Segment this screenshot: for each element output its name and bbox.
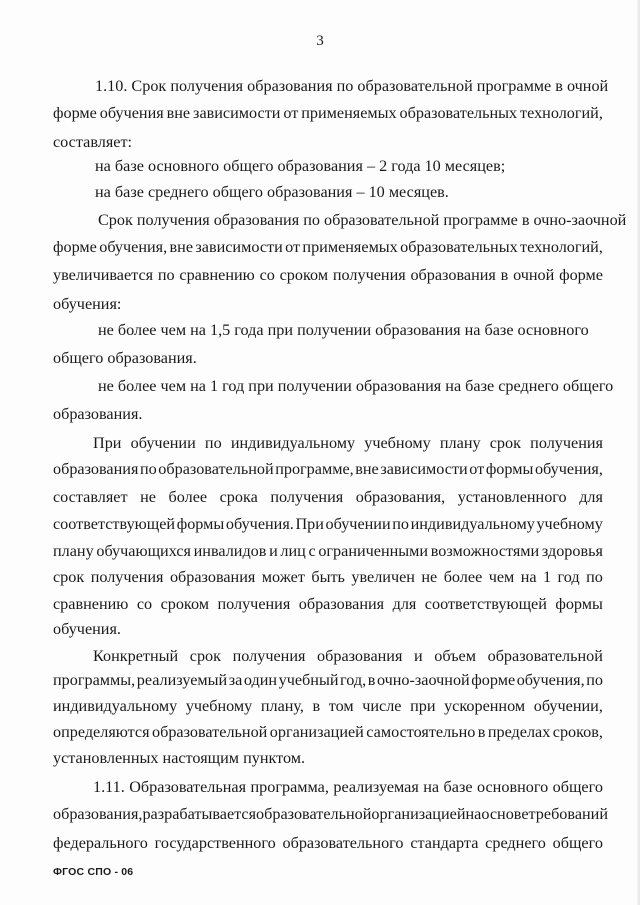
- word: образовательной: [158, 460, 274, 478]
- word: может: [261, 568, 305, 586]
- word: получения: [530, 434, 603, 452]
- word: срок: [189, 647, 222, 665]
- word: образования: [53, 460, 139, 478]
- word: за: [228, 671, 243, 689]
- word: сравнению: [179, 266, 255, 284]
- word: образовательного: [282, 834, 404, 852]
- text-line: [53, 265, 603, 285]
- word: образования: [317, 647, 403, 665]
- word: лиц: [280, 542, 306, 560]
- word: среднего: [485, 834, 546, 852]
- word: год,: [340, 671, 367, 689]
- word: числе: [362, 697, 402, 715]
- word: формы: [176, 515, 225, 533]
- text-line: не более чем на 1 год при получении образования на базе среднего общего: [98, 377, 614, 395]
- word: Образовательная: [129, 778, 247, 796]
- word: Конкретный: [93, 647, 179, 665]
- text-line: [53, 459, 603, 479]
- word: форме: [471, 671, 516, 689]
- word: обучении,: [533, 697, 603, 715]
- word: зависимости: [380, 460, 468, 478]
- word: учебный: [278, 671, 339, 689]
- text-line: [53, 722, 603, 742]
- word: для: [579, 488, 603, 506]
- word: реализуемая: [333, 778, 419, 796]
- word: срока: [219, 488, 258, 506]
- word: более: [443, 568, 483, 586]
- word: со: [136, 595, 153, 613]
- word: в: [500, 266, 509, 284]
- word: определяются: [53, 723, 150, 741]
- text-line: [53, 103, 603, 123]
- word: образования: [410, 266, 496, 284]
- word: индивидуальному: [53, 697, 178, 715]
- text-line: на базе среднего общего образования – 10 месяцев.: [95, 183, 449, 201]
- word: формы: [555, 595, 603, 613]
- word: зависимости: [193, 104, 281, 122]
- word: в: [312, 697, 321, 715]
- word: ускоренном: [444, 697, 526, 715]
- word: том: [328, 697, 354, 715]
- word: вне: [355, 460, 379, 478]
- word: образовательных: [400, 238, 518, 256]
- word: инвалидов: [193, 542, 267, 560]
- text-line: 1.10. Срок получения образования по образовательной программе в очной: [95, 77, 609, 95]
- word: применяемых: [301, 104, 397, 122]
- word: по: [139, 460, 157, 478]
- word: обучения: [99, 104, 164, 122]
- word: образовательной: [487, 647, 603, 665]
- word: пределах: [487, 723, 551, 741]
- word: очной: [513, 266, 555, 284]
- word: зависимости: [195, 238, 283, 256]
- word: здоровья: [541, 542, 603, 560]
- word: обучающихся: [96, 542, 191, 560]
- word: один: [243, 671, 278, 689]
- word: учебному: [185, 697, 253, 715]
- word: получения: [270, 488, 344, 506]
- word: соответствующей: [53, 515, 176, 533]
- word: получения: [232, 647, 306, 665]
- word: программа,: [250, 778, 329, 796]
- word: от: [469, 460, 485, 478]
- word: со: [259, 266, 275, 284]
- word: При: [295, 515, 324, 533]
- word: применяемых: [302, 238, 398, 256]
- word: основе: [481, 805, 529, 823]
- text-line: общего образования.: [53, 349, 197, 367]
- word: по: [157, 266, 175, 284]
- word: общего: [552, 778, 603, 796]
- word: государственного: [154, 834, 276, 852]
- word: возможностями: [430, 542, 540, 560]
- text-line: [53, 696, 603, 716]
- text-line: [53, 514, 603, 534]
- word: обучения,: [99, 238, 168, 256]
- word: чем: [488, 568, 515, 586]
- word: сроком: [279, 266, 329, 284]
- word: получения: [332, 266, 406, 284]
- word: обучения.: [225, 515, 294, 533]
- text-line: [53, 567, 603, 587]
- word: плану: [439, 434, 481, 452]
- word: получения: [217, 595, 291, 613]
- word: федерального: [53, 834, 148, 852]
- word: в: [477, 723, 486, 741]
- word: технологий,: [520, 238, 603, 256]
- word: увеличивается: [53, 266, 154, 284]
- text-line: обучения.: [53, 620, 121, 638]
- word: плану: [53, 542, 94, 560]
- word: технологий,: [520, 104, 603, 122]
- word: соответствующей: [424, 595, 547, 613]
- word: образования: [298, 595, 385, 613]
- word: по: [586, 671, 603, 689]
- word: не: [140, 488, 156, 506]
- word: 1.11.: [93, 778, 125, 796]
- word: объем: [434, 647, 476, 665]
- text-line: [93, 777, 603, 797]
- text-line: образования.: [53, 405, 143, 423]
- word: образования: [169, 568, 256, 586]
- word: срок: [489, 434, 521, 452]
- word: программе,: [275, 460, 354, 478]
- word: по: [204, 434, 222, 452]
- word: по: [392, 515, 409, 533]
- word: срок: [53, 568, 85, 586]
- text-line: не более чем на 1,5 года при получении образования на базе основного: [98, 321, 589, 339]
- word: от: [283, 104, 299, 122]
- word: вне: [166, 104, 191, 122]
- word: на: [465, 805, 482, 823]
- word: быть: [311, 568, 345, 586]
- word: индивидуальному: [230, 434, 356, 452]
- word: реализуемый: [136, 671, 228, 689]
- text-line: [53, 541, 603, 561]
- text-line: [93, 433, 603, 453]
- word: получения: [90, 568, 164, 586]
- word: не: [421, 568, 438, 586]
- word: год: [557, 568, 580, 586]
- word: сравнению: [53, 595, 129, 613]
- word: сроков,: [552, 723, 603, 741]
- word: ограниченными: [318, 542, 429, 560]
- word: форме: [53, 104, 97, 122]
- word: в: [367, 671, 376, 689]
- word: программы,: [53, 671, 136, 689]
- text-line: [93, 646, 603, 666]
- word: форме: [53, 238, 97, 256]
- word: очно-заочной: [376, 671, 470, 689]
- text-line: на базе основного общего образования – 2 года 10 месяцев;: [95, 157, 506, 175]
- word: на: [520, 568, 537, 586]
- word: по: [586, 568, 603, 586]
- word: обучении: [325, 515, 391, 533]
- word: от: [285, 238, 301, 256]
- word: образования,: [355, 488, 446, 506]
- word: учебному: [364, 434, 431, 452]
- word: для: [392, 595, 417, 613]
- word: При: [93, 434, 122, 452]
- word: стандарта: [410, 834, 479, 852]
- page-number: 3: [316, 33, 324, 49]
- word: образовательной: [256, 805, 372, 823]
- word: образования,: [53, 805, 143, 823]
- word: с: [308, 542, 316, 560]
- text-line: [53, 833, 603, 853]
- text-line: [53, 487, 603, 507]
- word: установленного: [457, 488, 567, 506]
- word: обучения,: [534, 460, 603, 478]
- word: составляет: [53, 488, 128, 506]
- word: разрабатывается: [142, 805, 257, 823]
- text-line: составляет:: [53, 133, 133, 151]
- word: при: [410, 697, 436, 715]
- word: на: [423, 778, 440, 796]
- word: плану,: [260, 697, 304, 715]
- word: индивидуальному: [410, 515, 535, 533]
- text-line: [53, 237, 603, 257]
- word: обучения,: [516, 671, 585, 689]
- word: базе: [443, 778, 473, 796]
- word: сроком: [160, 595, 210, 613]
- word: организацией: [371, 805, 466, 823]
- word: и: [414, 647, 423, 665]
- word: образовательной: [151, 723, 268, 741]
- word: основного: [477, 778, 549, 796]
- word: вне: [169, 238, 194, 256]
- text-line: [53, 804, 608, 824]
- text-line: установленных настоящим пунктом.: [53, 749, 306, 767]
- text-line: [53, 594, 603, 614]
- word: самостоятельно: [366, 723, 476, 741]
- text-line: [53, 670, 603, 690]
- word: учебному: [536, 515, 603, 533]
- text-line: Срок получения образования по образовательной программе в очно-заочной: [98, 211, 627, 229]
- word: образовательных: [399, 104, 518, 122]
- text-line: обучения:: [53, 295, 122, 313]
- word: обучении: [130, 434, 196, 452]
- word: и: [269, 542, 278, 560]
- word: 1: [543, 568, 552, 586]
- footer-code: ФГОС СПО - 06: [53, 866, 134, 878]
- word: требований: [528, 805, 608, 823]
- word: организацией: [269, 723, 364, 741]
- word: форме: [559, 266, 603, 284]
- word: общего: [552, 834, 603, 852]
- word: формы: [485, 460, 534, 478]
- word: увеличен: [351, 568, 415, 586]
- word: более: [168, 488, 208, 506]
